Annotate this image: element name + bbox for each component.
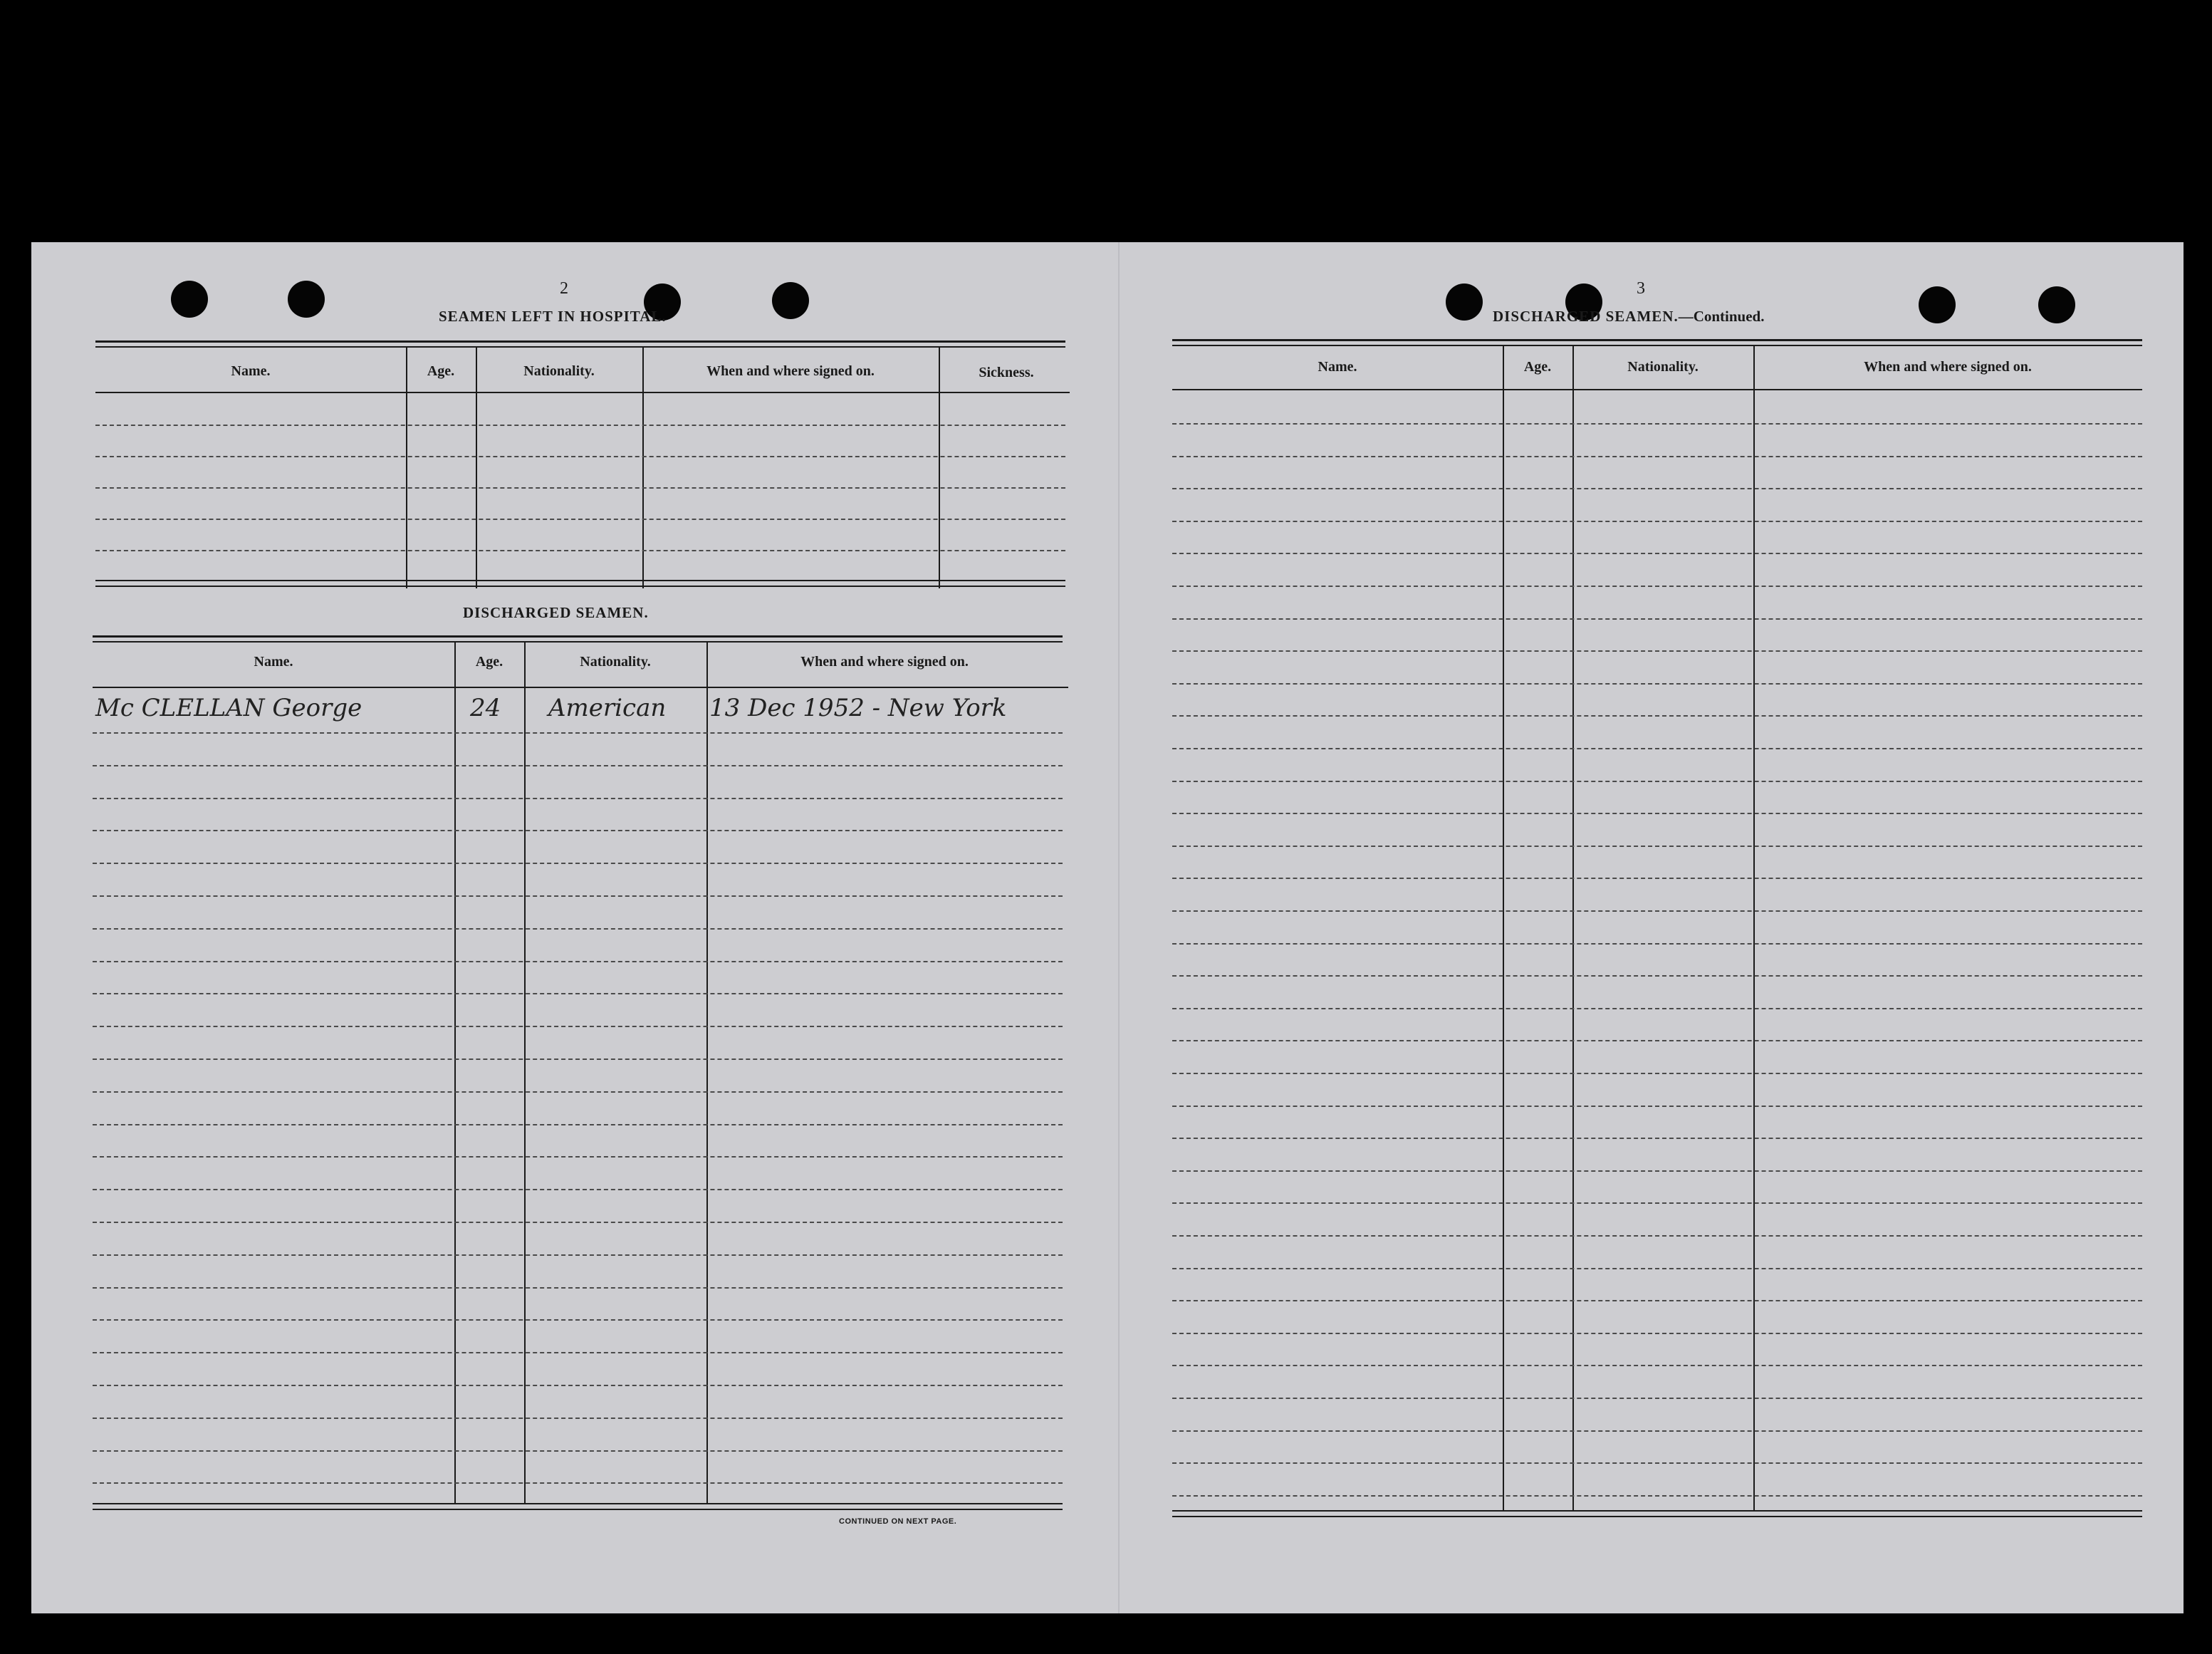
ruled-line — [1172, 650, 2142, 652]
ruled-line — [93, 1091, 1063, 1093]
col-sickness-header: Sickness. — [979, 365, 1034, 380]
ruled-line — [1172, 521, 2142, 522]
col-signed-on-header: When and where signed on. — [706, 363, 875, 379]
ruled-line — [93, 1287, 1063, 1289]
ruled-line — [93, 830, 1063, 831]
col-age-header: Age. — [475, 654, 504, 670]
hospital-table — [95, 340, 1065, 597]
page-number-left: 2 — [560, 279, 568, 298]
ruled-line — [1172, 1268, 2142, 1269]
ruled-line — [1172, 813, 2142, 814]
ruled-line — [1172, 1333, 2142, 1334]
punch-hole — [772, 282, 809, 319]
ruled-line — [1172, 1202, 2142, 1204]
title-continued: —Continued. — [1678, 308, 1765, 325]
continued-footer: CONTINUED ON NEXT PAGE. — [839, 1517, 957, 1526]
ruled-line — [1172, 878, 2142, 879]
ruled-line — [1172, 715, 2142, 717]
discharged-table-left — [93, 635, 1063, 1512]
col-signed-on-header: When and where signed on. — [800, 654, 969, 670]
ruled-line — [1172, 1398, 2142, 1399]
punch-hole — [1446, 284, 1483, 321]
ruled-line — [93, 928, 1063, 930]
ruled-line — [1172, 1365, 2142, 1366]
ruled-line — [1172, 1462, 2142, 1464]
punch-hole — [288, 281, 325, 318]
page-fold — [1118, 242, 1120, 1613]
ruled-line — [1172, 1495, 2142, 1497]
ruled-line — [93, 1189, 1063, 1190]
ruled-line — [1172, 1235, 2142, 1237]
ruled-line — [93, 961, 1063, 962]
ruled-line — [93, 863, 1063, 864]
ruled-line — [1172, 553, 2142, 554]
col-name-header: Name. — [254, 654, 293, 670]
seaman-name: Mc CLELLAN George — [95, 694, 362, 722]
ruled-line — [1172, 1300, 2142, 1301]
ruled-line — [1172, 910, 2142, 912]
punch-hole — [2038, 286, 2075, 323]
ruled-line — [93, 1319, 1063, 1321]
ruled-line — [1172, 618, 2142, 620]
ruled-line — [1172, 586, 2142, 587]
ruled-line — [1172, 846, 2142, 847]
ruled-line — [1172, 1170, 2142, 1172]
page-number-right: 3 — [1637, 279, 1645, 298]
ruled-line — [1172, 456, 2142, 457]
ruled-line — [1172, 1106, 2142, 1107]
col-signed-on-header: When and where signed on. — [1864, 359, 2032, 375]
ruled-line — [93, 1352, 1063, 1353]
seaman-signed-on: 13 Dec 1952 - New York — [709, 694, 1007, 722]
col-age-header: Age. — [427, 363, 455, 379]
ruled-line — [1172, 748, 2142, 749]
ruled-line — [1172, 1138, 2142, 1139]
ruled-line — [93, 1385, 1063, 1386]
col-name-header: Name. — [231, 363, 271, 379]
ruled-line — [1172, 1073, 2142, 1074]
ruled-line — [93, 993, 1063, 994]
ruled-line — [93, 1222, 1063, 1223]
discharged-continued-title — [1493, 308, 1764, 326]
ruled-line — [93, 765, 1063, 766]
ruled-line — [1172, 781, 2142, 782]
ruled-line — [93, 732, 1063, 734]
ruled-line — [93, 1482, 1063, 1484]
discharged-table-right — [1172, 339, 2142, 1514]
ruled-line — [1172, 975, 2142, 977]
col-nationality-header: Nationality. — [1627, 359, 1699, 375]
ruled-line — [93, 1418, 1063, 1419]
title-main: DISCHARGED SEAMEN. — [1493, 308, 1679, 325]
ruled-line — [1172, 1008, 2142, 1009]
ruled-line — [93, 1124, 1063, 1125]
ledger-sheet — [31, 242, 2184, 1613]
seaman-nationality: American — [548, 694, 667, 722]
seaman-age: 24 — [470, 694, 501, 722]
ruled-line — [1172, 488, 2142, 489]
ruled-line — [93, 1450, 1063, 1452]
ruled-line — [1172, 1430, 2142, 1432]
ruled-line — [93, 798, 1063, 799]
ruled-line — [93, 1254, 1063, 1256]
col-name-header: Name. — [1318, 359, 1357, 375]
ruled-line — [1172, 1040, 2142, 1041]
ruled-line — [1172, 683, 2142, 685]
col-nationality-header: Nationality. — [580, 654, 651, 670]
col-age-header: Age. — [1523, 359, 1552, 375]
ruled-line — [1172, 423, 2142, 425]
punch-hole — [171, 281, 208, 318]
discharged-section-title: DISCHARGED SEAMEN. — [463, 604, 649, 621]
ruled-line — [93, 895, 1063, 897]
ruled-line — [93, 1026, 1063, 1027]
hospital-section-title: SEAMEN LEFT IN HOSPITAL. — [439, 308, 667, 325]
punch-hole — [1919, 286, 1956, 323]
col-nationality-header: Nationality. — [523, 363, 595, 379]
ruled-line — [1172, 943, 2142, 945]
ruled-line — [93, 1059, 1063, 1060]
ruled-line — [93, 1156, 1063, 1158]
